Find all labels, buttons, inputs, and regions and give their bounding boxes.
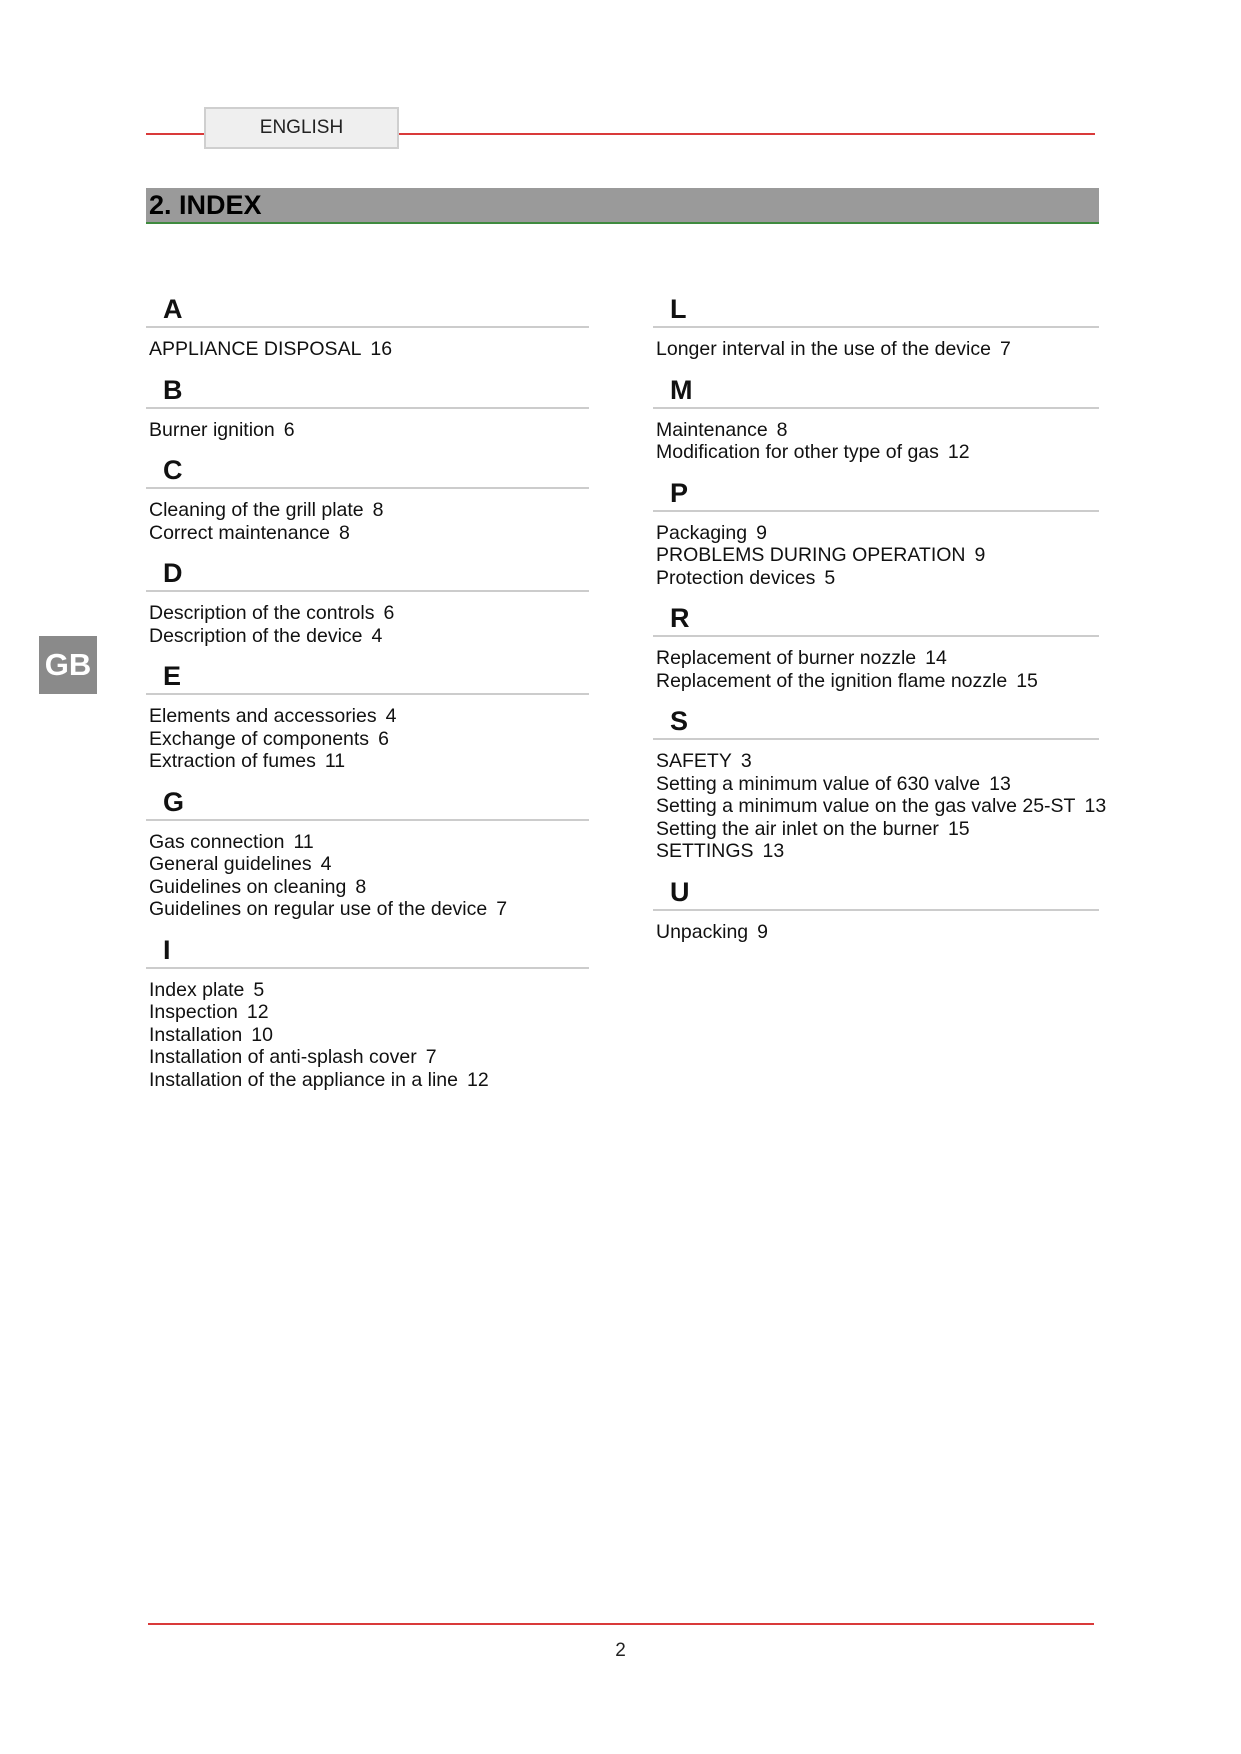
index-entry-text: Setting the air inlet on the burner: [656, 817, 939, 840]
index-entry-page: 11: [324, 750, 346, 772]
index-entry: [149, 876, 589, 899]
index-entry: [149, 1024, 589, 1047]
index-entry-text: SAFETY: [656, 750, 732, 772]
index-entry: [149, 1046, 589, 1069]
index-entry: [656, 441, 1099, 464]
index-entry-list: [146, 831, 589, 921]
index-entry-page: 13: [762, 840, 785, 862]
index-entry-text: Replacement of burner nozzle: [656, 647, 917, 669]
index-entry-text: Installation of the appliance in a line: [149, 1068, 458, 1091]
language-side-tab: GB: [39, 636, 97, 694]
footer-rule: [148, 1623, 1094, 1625]
index-entry-page: 13: [989, 772, 1011, 795]
index-entry-text: Modification for other type of gas: [656, 441, 939, 463]
index-entry-page: 7: [999, 338, 1011, 360]
index-entry-page: 9: [757, 920, 768, 943]
index-entry-text: Correct maintenance: [149, 521, 331, 544]
index-entry-page: 13: [1084, 795, 1107, 817]
index-entry: [149, 602, 589, 625]
index-column-left: [146, 292, 589, 1103]
section-letter: P: [653, 476, 1099, 512]
index-entry-page: 10: [251, 1023, 273, 1046]
index-entry-page: 4: [371, 624, 383, 647]
index-entry: [656, 338, 1099, 361]
index-entry-page: 6: [283, 418, 295, 441]
index-entry-text: Description of the device: [149, 624, 363, 647]
index-entry-page: 4: [320, 853, 332, 875]
index-entry: [656, 522, 1099, 545]
index-section-s: [653, 704, 1107, 863]
index-entry-text: Elements and accessories: [149, 705, 377, 727]
index-entry: [149, 625, 589, 648]
section-letter: S: [653, 704, 1099, 740]
index-entry-list: [653, 338, 1099, 361]
index-section-e: [146, 659, 589, 773]
index-entry-text: Longer interval in the use of the device: [656, 338, 991, 360]
index-entry-list: [653, 921, 1099, 944]
index-entry-text: Installation of anti-splash cover: [149, 1046, 417, 1068]
index-section-g: [146, 785, 589, 921]
index-entry-text: Setting a minimum value of 630 valve: [656, 772, 981, 795]
index-entry-text: Maintenance: [656, 418, 768, 441]
index-entry-page: 4: [385, 705, 397, 727]
index-entry-list: [146, 979, 589, 1092]
index-entry: [656, 818, 1099, 841]
index-entry-page: 3: [740, 750, 752, 772]
section-letter: M: [653, 373, 1099, 409]
index-entry-list: [146, 419, 589, 442]
index-section-r: [653, 601, 1099, 692]
index-entry-text: Replacement of the ignition flame nozzle: [656, 669, 1008, 692]
index-entry-page: 16: [370, 338, 393, 360]
index-entry: [656, 567, 1099, 590]
page-title: 2. INDEX: [149, 190, 262, 220]
index-entry-text: Burner ignition: [149, 418, 275, 441]
page-number: 2: [615, 1640, 626, 1661]
index-entry: [656, 921, 1099, 944]
index-entry-list: [146, 602, 589, 647]
index-entry: [656, 773, 1099, 796]
index-entry-text: Extraction of fumes: [149, 750, 316, 772]
index-entry-page: 6: [378, 727, 389, 750]
section-letter: G: [146, 785, 589, 821]
index-entry-page: 15: [947, 817, 970, 840]
index-entry-page: 9: [756, 521, 767, 544]
index-entry: [149, 831, 589, 854]
index-entry-text: Installation: [149, 1023, 243, 1046]
section-letter: U: [653, 875, 1099, 911]
index-entry: [149, 1001, 589, 1024]
index-entry-text: Protection devices: [656, 566, 816, 589]
index-entry-text: SETTINGS: [656, 840, 754, 862]
index-section-a: [146, 292, 589, 361]
index-entry-list: [653, 419, 1099, 464]
section-letter: A: [146, 292, 589, 328]
index-column-right: [653, 292, 1107, 955]
index-entry-page: 8: [355, 875, 367, 898]
index-entry-list: [146, 338, 589, 361]
index-entry-list: [653, 750, 1107, 863]
index-entry: [149, 338, 589, 361]
index-section-b: [146, 373, 589, 442]
index-entry-page: 7: [425, 1046, 437, 1068]
index-entry: [149, 898, 589, 921]
index-entry-text: APPLIANCE DISPOSAL: [149, 338, 362, 360]
index-entry-page: 14: [925, 647, 947, 669]
index-section-u: [653, 875, 1099, 944]
index-entry: [149, 1069, 589, 1092]
section-letter: E: [146, 659, 589, 695]
index-entry: [656, 544, 1099, 567]
index-entry-page: 15: [1016, 669, 1038, 692]
index-entry-text: Inspection: [149, 1001, 238, 1023]
index-entry: [149, 419, 589, 442]
index-section-l: [653, 292, 1099, 361]
index-entry-text: Setting a minimum value on the gas valve 25-ST: [656, 795, 1076, 817]
index-entry: [149, 979, 589, 1002]
index-entry-page: 12: [947, 441, 970, 463]
index-entry-text: Index plate: [149, 978, 245, 1001]
language-tab: ENGLISH: [204, 107, 399, 149]
index-entry-list: [146, 499, 589, 544]
index-entry: [656, 750, 1099, 773]
index-entry-list: [653, 522, 1099, 590]
index-entry: [149, 750, 589, 773]
index-entry: [656, 840, 1099, 863]
index-section-p: [653, 476, 1099, 590]
index-entry-page: 5: [253, 978, 265, 1001]
index-entry-list: [146, 705, 589, 773]
index-section-c: [146, 453, 589, 544]
index-entry-text: Packaging: [656, 521, 748, 544]
index-entry: [656, 670, 1099, 693]
index-section-m: [653, 373, 1099, 464]
index-entry-page: 7: [496, 898, 508, 920]
index-entry-page: 6: [383, 602, 395, 624]
index-entry-page: 5: [824, 566, 836, 589]
section-letter: D: [146, 556, 589, 592]
index-entry-list: [653, 647, 1099, 692]
index-entry-text: Guidelines on cleaning: [149, 875, 347, 898]
index-entry-page: 8: [776, 418, 788, 441]
index-entry: [149, 522, 589, 545]
index-entry-text: Exchange of components: [149, 727, 370, 750]
index-section-d: [146, 556, 589, 647]
section-letter: I: [146, 933, 589, 969]
index-entry: [149, 499, 589, 522]
index-entry-page: 8: [339, 521, 350, 544]
index-entry: [656, 647, 1099, 670]
section-letter: L: [653, 292, 1099, 328]
index-entry-page: 11: [293, 830, 314, 853]
index-entry: [149, 853, 589, 876]
index-entry-page: 9: [974, 544, 986, 566]
index-entry: [656, 795, 1107, 818]
index-section-i: [146, 933, 589, 1092]
section-letter: C: [146, 453, 589, 489]
section-letter: B: [146, 373, 589, 409]
index-entry-page: 12: [466, 1068, 489, 1091]
section-title-bar: [146, 188, 1099, 224]
index-entry-text: General guidelines: [149, 853, 312, 875]
index-entry-text: Guidelines on regular use of the device: [149, 898, 488, 920]
index-entry-text: Gas connection: [149, 830, 285, 853]
section-letter: R: [653, 601, 1099, 637]
index-entry-page: 12: [246, 1001, 269, 1023]
index-entry-text: Description of the controls: [149, 602, 375, 624]
index-entry: [149, 728, 589, 751]
index-entry-text: Unpacking: [656, 920, 749, 943]
index-entry-text: PROBLEMS DURING OPERATION: [656, 544, 966, 566]
index-entry: [149, 705, 589, 728]
index-entry-page: 8: [372, 499, 384, 521]
index-entry-text: Cleaning of the grill plate: [149, 499, 364, 521]
index-entry: [656, 419, 1099, 442]
